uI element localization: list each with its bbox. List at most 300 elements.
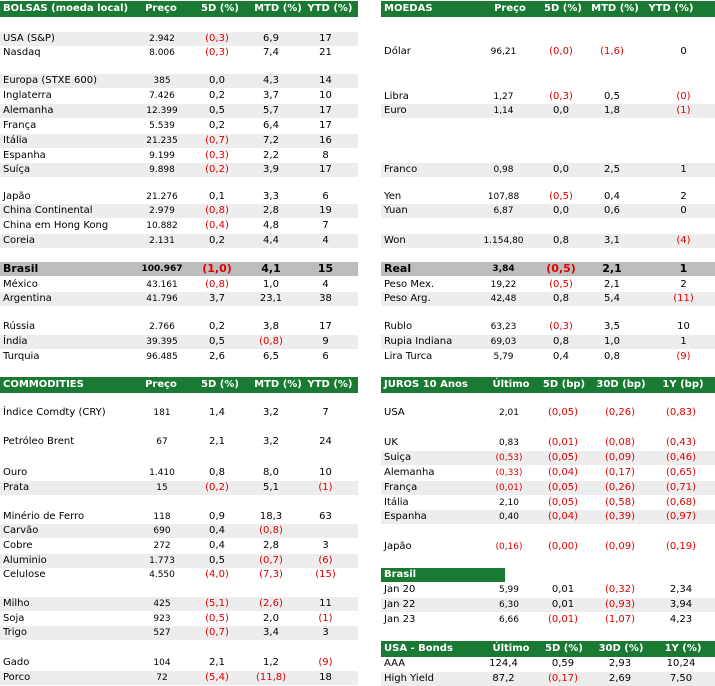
row-value: (0,58) [604, 497, 636, 508]
row-value: 5,4 [604, 293, 620, 304]
row-value: (0,5) [546, 262, 576, 275]
row-label: Milho [3, 598, 30, 609]
row-value: (0,93) [604, 599, 636, 610]
row-label: Japão [384, 541, 412, 552]
header-title: MOEDAS [384, 3, 433, 14]
row-label: Índice Comdty (CRY) [3, 407, 106, 418]
row-value: 0,0 [553, 105, 569, 116]
row-value: (0,19) [665, 541, 697, 552]
row-value: 0,2 [209, 235, 225, 246]
juros-row [381, 540, 715, 554]
row-value: (0,3) [549, 321, 573, 332]
row-value: (0,8) [259, 336, 283, 347]
row-label: Prata [3, 482, 30, 493]
row-value: 2 [680, 191, 687, 202]
row-value: (0,3) [205, 47, 229, 58]
bonds-header [381, 641, 715, 657]
row-value: 118 [153, 512, 171, 522]
row-value: 19 [319, 205, 332, 216]
row-label: Itália [384, 497, 409, 508]
row-value: (0,26) [604, 407, 636, 418]
row-value: 7,2 [263, 135, 279, 146]
row-label: Europa (STXE 600) [3, 75, 98, 86]
row-value: 42,48 [490, 294, 517, 304]
row-value: 104 [153, 658, 171, 668]
row-value: 11 [319, 598, 332, 609]
row-value: (0,97) [665, 511, 697, 522]
row-value: 2 [680, 279, 687, 290]
row-label: Rupia Indiana [384, 336, 453, 347]
row-label: Franco [384, 164, 418, 175]
row-value: (11,8) [255, 672, 287, 683]
row-value: 4,23 [669, 614, 693, 625]
juros-row [381, 510, 715, 524]
row-value: 0,5 [209, 105, 225, 116]
row-value: 5,7 [263, 105, 279, 116]
row-value: 6,5 [263, 351, 279, 362]
row-value: 38 [319, 293, 332, 304]
row-value: 0,6 [604, 205, 620, 216]
header-title: COMMODITIES [3, 379, 84, 390]
header-col: YTD (%) [307, 3, 353, 14]
row-value: 2,01 [498, 408, 520, 418]
row-value: 5,1 [263, 482, 279, 493]
row-label: Petróleo Brent [3, 436, 75, 447]
row-value: (5,4) [205, 672, 229, 683]
row-value: (1,6) [600, 46, 624, 57]
row-label: Suíça [3, 164, 31, 175]
row-value: 181 [153, 408, 171, 418]
row-value: 385 [153, 76, 171, 86]
row-label: Libra [384, 91, 409, 102]
row-value: 0,4 [604, 191, 620, 202]
commodities-row [0, 656, 358, 670]
row-value: 0,0 [553, 205, 569, 216]
row-value: (0,8) [205, 205, 229, 216]
row-value: 0,8 [553, 293, 569, 304]
row-value: 15 [317, 262, 334, 275]
row-value: 0,40 [498, 512, 520, 522]
header-col: 5D (%) [201, 3, 239, 14]
row-value: 1 [680, 164, 687, 175]
row-value: 0,8 [209, 467, 225, 478]
row-value: (1) [318, 613, 333, 624]
row-value: (0,68) [665, 497, 697, 508]
juros-row [381, 466, 715, 480]
row-label: Peso Mex. [384, 279, 435, 290]
row-value: 2,8 [263, 205, 279, 216]
row-value: (0,01) [547, 614, 579, 625]
row-value: 0,5 [209, 336, 225, 347]
juros-header [381, 377, 715, 393]
row-value: 0,01 [551, 584, 575, 595]
row-value: 1 [679, 262, 688, 275]
header-col: Preço [494, 3, 526, 14]
row-label: Jan 20 [384, 584, 416, 595]
row-value: 1.410 [149, 468, 175, 478]
row-label: Jan 22 [384, 599, 416, 610]
juros-row [381, 451, 715, 465]
row-value: 6,9 [263, 33, 279, 44]
row-label: Argentina [3, 293, 52, 304]
row-value: 2.979 [149, 206, 175, 216]
row-value: (2,6) [259, 598, 283, 609]
row-value: 0,4 [209, 525, 225, 536]
juros-row [381, 436, 715, 450]
header-col: YTD (%) [648, 3, 694, 14]
row-value: (0,2) [205, 164, 229, 175]
row-value: (0,05) [547, 407, 579, 418]
row-value: 3,8 [263, 321, 279, 332]
row-value: 7,4 [263, 47, 279, 58]
row-value: 0,2 [209, 90, 225, 101]
row-value: 4 [322, 279, 329, 290]
row-value: (0,01) [547, 437, 579, 448]
row-value: 10 [319, 90, 332, 101]
header-col: 1Y (%) [664, 643, 702, 654]
row-value: (0,83) [665, 407, 697, 418]
row-label: Won [384, 235, 406, 246]
row-value: 3,2 [263, 436, 279, 447]
row-value: (0,7) [205, 627, 229, 638]
row-label: Trigo [3, 627, 27, 638]
row-value: 3,7 [263, 90, 279, 101]
row-value: 21 [319, 47, 332, 58]
header-col: 30D (%) [598, 643, 644, 654]
row-value: 1,0 [263, 279, 279, 290]
row-value: 18,3 [259, 511, 283, 522]
row-value: 3,3 [263, 191, 279, 202]
row-value: (5,1) [205, 598, 229, 609]
row-value: (9) [676, 351, 691, 362]
row-label: Espanha [3, 150, 46, 161]
row-value: (1,0) [202, 262, 232, 275]
row-label: High Yield [384, 673, 434, 684]
row-value: 4,1 [261, 262, 281, 275]
row-value: 21.276 [146, 192, 178, 202]
commodities-header [0, 377, 358, 393]
juros-row [381, 496, 715, 510]
row-value: (0,08) [604, 437, 636, 448]
row-value: 1,8 [604, 105, 620, 116]
header-col: Último [492, 643, 530, 654]
row-value: (0,71) [665, 482, 697, 493]
row-value: 2,1 [209, 657, 225, 668]
row-value: (0,5) [549, 191, 573, 202]
row-value: 1 [680, 336, 687, 347]
row-value: (15) [315, 569, 336, 580]
row-value: 10,24 [666, 658, 696, 669]
row-label: Dólar [384, 46, 411, 57]
row-value: 6,30 [498, 600, 520, 610]
row-value: 3,94 [669, 599, 693, 610]
row-label: Celulose [3, 569, 46, 580]
row-value: (0,00) [547, 541, 579, 552]
row-value: 17 [319, 120, 332, 131]
row-value: 17 [319, 164, 332, 175]
commodities-row [0, 612, 358, 626]
row-value: 18 [319, 672, 332, 683]
row-label: Aluminio [3, 555, 47, 566]
row-value: (0,01) [495, 483, 523, 493]
row-label: Alemanha [3, 105, 54, 116]
row-value: 24 [319, 436, 332, 447]
row-value: 0,2 [209, 120, 225, 131]
row-label: Jan 23 [384, 614, 416, 625]
row-label: Japão [3, 191, 31, 202]
row-value: 21.235 [146, 136, 178, 146]
row-value: (0,17) [604, 467, 636, 478]
row-value: (0,05) [547, 497, 579, 508]
header-col: 30D (bp) [596, 379, 646, 390]
row-value: (0,4) [205, 220, 229, 231]
row-label: Carvão [3, 525, 39, 536]
row-value: 0 [680, 46, 687, 57]
commodities-row [0, 466, 358, 480]
row-label: UK [384, 437, 398, 448]
commodities-row [0, 510, 358, 524]
row-value: 9.898 [149, 165, 175, 175]
row-value: 1.773 [149, 556, 175, 566]
row-value: (0,8) [205, 279, 229, 290]
row-value: (0,0) [549, 46, 573, 57]
row-value: 15 [156, 483, 168, 493]
row-value: (0,53) [495, 453, 523, 463]
row-label: Yuan [384, 205, 408, 216]
row-label: USA (S&P) [3, 33, 55, 44]
row-value: (0,05) [547, 452, 579, 463]
row-value: (0,05) [547, 482, 579, 493]
row-value: 5,99 [498, 585, 520, 595]
row-label: França [3, 120, 37, 131]
row-value: 23,1 [259, 293, 283, 304]
bonds-row [381, 657, 715, 671]
row-value: 0,4 [209, 540, 225, 551]
row-value: 0,5 [209, 555, 225, 566]
row-value: 0,8 [553, 336, 569, 347]
commodities-row [0, 568, 358, 582]
row-value: 63,23 [490, 322, 517, 332]
row-value: 16 [319, 135, 332, 146]
header-col: Último [492, 379, 530, 390]
row-value: 3,5 [604, 321, 620, 332]
row-value: (0,8) [259, 525, 283, 536]
row-value: 17 [319, 321, 332, 332]
commodities-row [0, 671, 358, 685]
row-value: 63 [319, 511, 332, 522]
row-value: 0,0 [553, 164, 569, 175]
row-value: 0,4 [553, 351, 569, 362]
row-label: Inglaterra [3, 90, 52, 101]
row-label: Nasdaq [3, 47, 41, 58]
row-value: 3,9 [263, 164, 279, 175]
row-value: 7 [322, 220, 329, 231]
row-value: 1,0 [604, 336, 620, 347]
row-value: 10 [319, 467, 332, 478]
row-value: 4.550 [149, 570, 175, 580]
row-value: 2,6 [209, 351, 225, 362]
row-value: 6,87 [493, 206, 514, 216]
row-value: 1,14 [493, 106, 514, 116]
juros-brasil-row [381, 583, 715, 597]
row-value: 72 [156, 673, 168, 683]
commodities-row [0, 406, 358, 420]
row-value: (9) [318, 657, 333, 668]
commodities-row [0, 539, 358, 553]
row-value: 0,83 [498, 438, 520, 448]
row-label: Yen [384, 191, 402, 202]
header-col: MTD (%) [591, 3, 639, 14]
row-value: 4,4 [263, 235, 279, 246]
row-value: (4,0) [205, 569, 229, 580]
row-value: 124,4 [489, 658, 518, 669]
row-value: (0) [676, 91, 691, 102]
row-value: 2.942 [149, 34, 175, 44]
row-value: (1) [676, 105, 691, 116]
juros-row [381, 406, 715, 420]
row-value: 5.539 [149, 121, 175, 131]
row-label: México [3, 279, 38, 290]
row-value: 1,27 [493, 92, 514, 102]
row-value: (0,5) [205, 613, 229, 624]
row-value: 2,1 [604, 279, 620, 290]
row-value: 0 [680, 205, 687, 216]
row-value: 0,8 [553, 235, 569, 246]
row-value: 43.161 [146, 280, 178, 290]
row-value: 2,1 [209, 436, 225, 447]
row-label: Cobre [3, 540, 33, 551]
row-value: (0,09) [604, 452, 636, 463]
row-label: China em Hong Kong [3, 220, 109, 231]
row-value: (0,09) [604, 541, 636, 552]
row-value: 4 [322, 235, 329, 246]
juros-brasil-row [381, 598, 715, 612]
row-value: 67 [156, 437, 168, 447]
row-value: (0,7) [259, 555, 283, 566]
row-value: 19,22 [490, 280, 517, 290]
brasil-subheader [381, 568, 505, 582]
row-value: 1,2 [263, 657, 279, 668]
row-value: 2,69 [608, 673, 632, 684]
juros-row [381, 481, 715, 495]
row-value: 14 [319, 75, 332, 86]
row-value: (0,46) [665, 452, 697, 463]
row-value: 2,8 [263, 540, 279, 551]
row-value: 690 [153, 526, 171, 536]
row-value: 6,66 [498, 615, 520, 625]
row-value: (4) [676, 235, 691, 246]
row-value: (0,7) [205, 135, 229, 146]
header-col: 5D (%) [545, 643, 583, 654]
row-label: Brasil [3, 262, 39, 275]
row-label: Real [384, 262, 412, 275]
row-value: 2,2 [263, 150, 279, 161]
row-value: 69,03 [490, 337, 517, 347]
header-col: YTD (%) [307, 379, 353, 390]
row-label: USA [384, 407, 405, 418]
commodities-row [0, 481, 358, 495]
header-col: 1Y (bp) [662, 379, 704, 390]
row-value: 10.882 [146, 221, 178, 231]
commodities-row [0, 597, 358, 611]
row-value: 39.395 [146, 337, 178, 347]
row-value: (0,04) [547, 511, 579, 522]
row-value: 272 [153, 541, 171, 551]
row-label: Espanha [384, 511, 427, 522]
header-col: 5D (%) [544, 3, 582, 14]
header-col: MTD (%) [254, 3, 302, 14]
row-label: Porco [3, 672, 31, 683]
row-value: 425 [153, 599, 171, 609]
row-value: (1) [318, 482, 333, 493]
row-label: Lira Turca [384, 351, 433, 362]
row-value: 3,4 [263, 627, 279, 638]
row-value: 0,98 [493, 165, 514, 175]
bonds-row [381, 672, 715, 686]
row-value: 0,59 [551, 658, 575, 669]
row-value: 107,88 [487, 192, 520, 202]
row-value: (1,07) [604, 614, 636, 625]
commodities-row [0, 435, 358, 449]
row-value: (0,65) [665, 467, 697, 478]
row-value: 1,4 [209, 407, 225, 418]
row-value: (6) [318, 555, 333, 566]
row-value: 0,01 [551, 599, 575, 610]
header-col: Preço [145, 379, 177, 390]
row-value: 3,7 [209, 293, 225, 304]
row-value: 96,21 [490, 47, 517, 57]
row-value: 2,1 [602, 262, 622, 275]
row-value: 8.006 [149, 48, 175, 58]
header-col: 5D (%) [201, 379, 239, 390]
row-value: 0,5 [604, 91, 620, 102]
row-value: (0,3) [549, 91, 573, 102]
row-value: 9 [322, 336, 329, 347]
row-value: 5,79 [493, 352, 514, 362]
row-value: (0,5) [549, 279, 573, 290]
row-value: 0,1 [209, 191, 225, 202]
header-col: 5D (bp) [542, 379, 586, 390]
row-label: Euro [384, 105, 407, 116]
row-value: 527 [153, 628, 171, 638]
row-value: 9.199 [149, 151, 175, 161]
row-value: 17 [319, 33, 332, 44]
row-value: 0,0 [209, 75, 225, 86]
row-label: Alemanha [384, 467, 435, 478]
row-value: 0,8 [604, 351, 620, 362]
row-value: (0,2) [205, 482, 229, 493]
row-value: (0,32) [604, 584, 636, 595]
header-col: Preço [145, 3, 177, 14]
row-value: (0,3) [205, 33, 229, 44]
row-value: 6 [322, 191, 329, 202]
row-value: 3,1 [604, 235, 620, 246]
row-value: 923 [153, 614, 171, 624]
row-value: 87,2 [492, 673, 515, 684]
row-label: AAA [384, 658, 406, 669]
commodities-row [0, 524, 358, 538]
juros-panel [381, 0, 715, 686]
row-value: 100.967 [141, 264, 183, 274]
header-col: MTD (%) [254, 379, 302, 390]
row-value: 41.796 [146, 294, 178, 304]
row-value: 7.426 [149, 91, 175, 101]
row-label: Índia [3, 336, 28, 347]
row-label: Rublo [384, 321, 413, 332]
row-value: (7,3) [259, 569, 283, 580]
row-label: Itália [3, 135, 28, 146]
row-value: 7,50 [669, 673, 693, 684]
